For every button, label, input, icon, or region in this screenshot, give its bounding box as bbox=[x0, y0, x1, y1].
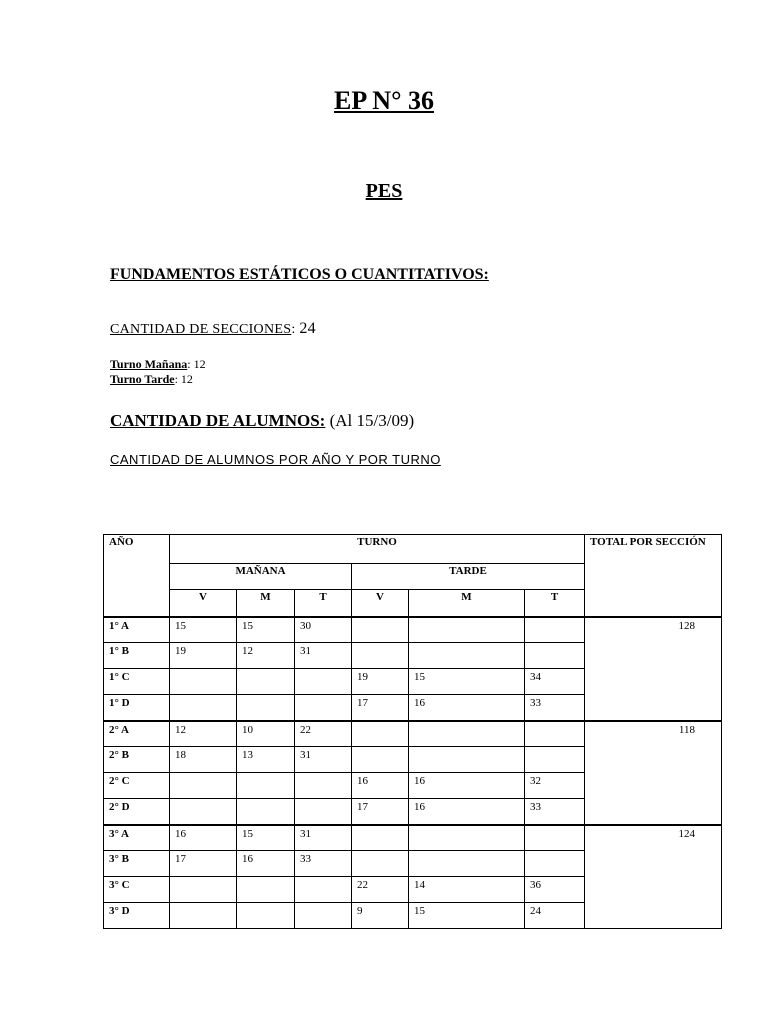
cell-tarde-m bbox=[409, 851, 525, 877]
turno-manana-line bbox=[110, 357, 206, 372]
cell-manana-t bbox=[295, 799, 352, 825]
row-label: 3° A bbox=[104, 825, 170, 851]
cell-manana-t: 31 bbox=[295, 643, 352, 669]
header-tarde-v: V bbox=[352, 590, 409, 617]
cell-manana-m: 15 bbox=[237, 617, 295, 643]
cell-manana-m bbox=[237, 669, 295, 695]
cell-tarde-t bbox=[525, 851, 585, 877]
cell-tarde-m: 15 bbox=[409, 669, 525, 695]
cell-manana-t: 33 bbox=[295, 851, 352, 877]
row-label: 2° D bbox=[104, 799, 170, 825]
header-tarde-m: M bbox=[409, 590, 525, 617]
cell-tarde-m: 16 bbox=[409, 799, 525, 825]
page-title: EP N° 36 bbox=[334, 86, 434, 115]
cell-manana-v bbox=[170, 669, 237, 695]
cell-tarde-m bbox=[409, 747, 525, 773]
alumnos-line bbox=[110, 411, 414, 431]
row-label: 2° B bbox=[104, 747, 170, 773]
cell-manana-t: 22 bbox=[295, 721, 352, 747]
table-row bbox=[104, 825, 722, 851]
table-row bbox=[104, 617, 722, 643]
turno-tarde-label: Turno Tarde bbox=[110, 372, 175, 386]
cell-manana-m bbox=[237, 903, 295, 929]
turno-manana-label: Turno Mañana bbox=[110, 357, 188, 371]
header-manana-m: M bbox=[237, 590, 295, 617]
cell-manana-v bbox=[170, 903, 237, 929]
secciones-sep: : bbox=[291, 322, 296, 337]
cell-manana-m: 13 bbox=[237, 747, 295, 773]
cell-tarde-m: 16 bbox=[409, 695, 525, 721]
cell-manana-v: 12 bbox=[170, 721, 237, 747]
cell-manana-t: 31 bbox=[295, 825, 352, 851]
row-label: 1° D bbox=[104, 695, 170, 721]
secciones-value: 24 bbox=[299, 320, 316, 337]
cell-manana-t bbox=[295, 695, 352, 721]
cell-tarde-t bbox=[525, 721, 585, 747]
cell-tarde-v bbox=[352, 721, 409, 747]
secciones-line bbox=[110, 320, 316, 338]
cell-manana-m bbox=[237, 695, 295, 721]
cell-tarde-t: 24 bbox=[525, 903, 585, 929]
header-turno: TURNO bbox=[170, 535, 585, 564]
cell-manana-m: 15 bbox=[237, 825, 295, 851]
cell-tarde-m bbox=[409, 617, 525, 643]
cell-tarde-t: 33 bbox=[525, 695, 585, 721]
cell-tarde-v bbox=[352, 643, 409, 669]
cell-tarde-t: 34 bbox=[525, 669, 585, 695]
cell-tarde-t bbox=[525, 747, 585, 773]
cell-tarde-v: 22 bbox=[352, 877, 409, 903]
cell-tarde-m: 15 bbox=[409, 903, 525, 929]
cell-tarde-m bbox=[409, 825, 525, 851]
header-total: TOTAL POR SECCIÓN bbox=[585, 535, 722, 617]
cell-tarde-m: 16 bbox=[409, 773, 525, 799]
row-label: 1° B bbox=[104, 643, 170, 669]
cell-tarde-m bbox=[409, 643, 525, 669]
cell-manana-m bbox=[237, 773, 295, 799]
row-label: 3° C bbox=[104, 877, 170, 903]
cell-manana-v: 18 bbox=[170, 747, 237, 773]
cell-manana-t bbox=[295, 877, 352, 903]
row-label: 3° B bbox=[104, 851, 170, 877]
cell-tarde-t: 33 bbox=[525, 799, 585, 825]
header-tarde: TARDE bbox=[352, 563, 585, 590]
cell-tarde-v: 16 bbox=[352, 773, 409, 799]
row-label: 3° D bbox=[104, 903, 170, 929]
cell-manana-v bbox=[170, 695, 237, 721]
cell-tarde-t bbox=[525, 643, 585, 669]
cell-manana-t: 31 bbox=[295, 747, 352, 773]
cell-manana-v bbox=[170, 799, 237, 825]
cell-tarde-t bbox=[525, 825, 585, 851]
cell-manana-v bbox=[170, 773, 237, 799]
row-label: 1° C bbox=[104, 669, 170, 695]
cell-tarde-v bbox=[352, 825, 409, 851]
cell-tarde-t: 32 bbox=[525, 773, 585, 799]
turno-tarde-value: : 12 bbox=[174, 372, 193, 386]
table-row bbox=[104, 721, 722, 747]
total-cell: 124 bbox=[585, 825, 722, 929]
secciones-label: CANTIDAD DE SECCIONES bbox=[110, 322, 292, 337]
alumnos-label: CANTIDAD DE ALUMNOS: bbox=[110, 411, 326, 430]
cell-manana-v: 19 bbox=[170, 643, 237, 669]
cell-tarde-v bbox=[352, 851, 409, 877]
cell-manana-m bbox=[237, 877, 295, 903]
cell-tarde-v: 17 bbox=[352, 695, 409, 721]
cell-manana-m: 12 bbox=[237, 643, 295, 669]
cell-manana-m bbox=[237, 799, 295, 825]
header-ano: AÑO bbox=[104, 535, 170, 617]
cell-tarde-v: 17 bbox=[352, 799, 409, 825]
cell-manana-v: 16 bbox=[170, 825, 237, 851]
cell-manana-v: 15 bbox=[170, 617, 237, 643]
cell-tarde-v: 19 bbox=[352, 669, 409, 695]
header-manana-t: T bbox=[295, 590, 352, 617]
row-label: 2° C bbox=[104, 773, 170, 799]
cell-manana-m: 16 bbox=[237, 851, 295, 877]
header-manana-v: V bbox=[170, 590, 237, 617]
cell-manana-t bbox=[295, 773, 352, 799]
total-cell: 118 bbox=[585, 721, 722, 825]
turno-manana-value: : 12 bbox=[187, 357, 206, 371]
section-heading: FUNDAMENTOS ESTÁTICOS O CUANTITATIVOS: bbox=[110, 266, 489, 283]
cell-manana-t bbox=[295, 669, 352, 695]
alumnos-date: (Al 15/3/09) bbox=[325, 411, 415, 430]
total-cell: 128 bbox=[585, 617, 722, 721]
cell-manana-v bbox=[170, 877, 237, 903]
cell-manana-m: 10 bbox=[237, 721, 295, 747]
alumnos-por-ano-heading: CANTIDAD DE ALUMNOS POR AÑO Y POR TURNO bbox=[110, 452, 441, 467]
row-label: 2° A bbox=[104, 721, 170, 747]
header-tarde-t: T bbox=[525, 590, 585, 617]
turno-tarde-line bbox=[110, 372, 193, 387]
cell-manana-t bbox=[295, 903, 352, 929]
students-table bbox=[103, 534, 722, 929]
page-subtitle: PES bbox=[365, 180, 403, 202]
cell-tarde-m: 14 bbox=[409, 877, 525, 903]
cell-tarde-v bbox=[352, 747, 409, 773]
cell-tarde-t bbox=[525, 617, 585, 643]
cell-manana-v: 17 bbox=[170, 851, 237, 877]
cell-tarde-t: 36 bbox=[525, 877, 585, 903]
cell-tarde-v bbox=[352, 617, 409, 643]
header-manana: MAÑANA bbox=[170, 563, 352, 590]
cell-manana-t: 30 bbox=[295, 617, 352, 643]
cell-tarde-m bbox=[409, 721, 525, 747]
cell-tarde-v: 9 bbox=[352, 903, 409, 929]
row-label: 1° A bbox=[104, 617, 170, 643]
